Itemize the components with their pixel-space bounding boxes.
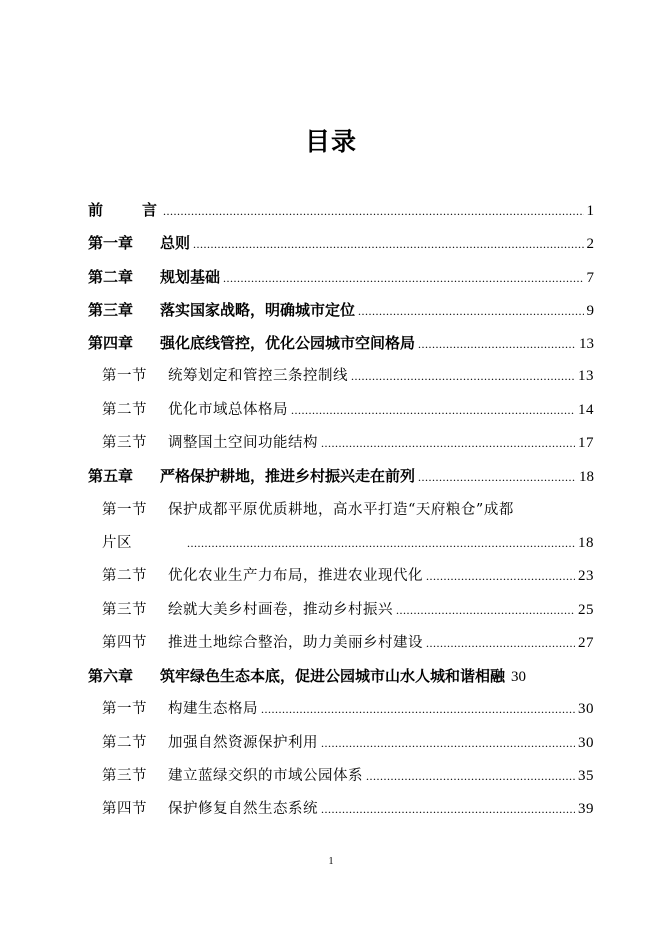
toc-entry-section[interactable] xyxy=(88,427,594,460)
toc-entry-section[interactable] xyxy=(88,793,594,826)
leader-dots xyxy=(418,328,576,360)
leader-dots xyxy=(366,760,575,793)
toc-page-number: 13 xyxy=(579,336,594,353)
toc-entry-section[interactable] xyxy=(88,727,594,760)
toc-label: 第二节 xyxy=(102,401,147,418)
toc-title: 调整国土空间功能结构 xyxy=(168,435,318,452)
toc-label: 第一章 xyxy=(88,234,134,253)
leader-dots xyxy=(163,195,584,227)
toc-title: 严格保护耕地，推进乡村振兴走在前列 xyxy=(160,467,416,486)
toc-label: 第二节 xyxy=(102,568,147,585)
toc-entry-section[interactable] xyxy=(88,594,594,627)
page-footer-number: 1 xyxy=(328,856,334,867)
toc-label: 第四节 xyxy=(102,801,147,818)
toc-page-number: 18 xyxy=(578,534,594,551)
toc-page-number: 30 xyxy=(578,734,594,751)
toc-label: 第六章 xyxy=(88,667,134,686)
toc-entry-chapter-1[interactable] xyxy=(88,227,594,260)
toc-title: 优化市域总体格局 xyxy=(168,401,288,418)
toc-entry-preface[interactable] xyxy=(88,194,594,227)
leader-dots xyxy=(358,295,583,327)
leader-dots xyxy=(396,594,575,627)
toc-label: 第一节 xyxy=(102,501,147,518)
toc-label: 第三节 xyxy=(102,601,147,618)
toc-entry-section[interactable] xyxy=(88,494,594,527)
leader-dots xyxy=(321,427,575,460)
toc-page-number: 1 xyxy=(586,203,594,219)
toc-entry-section[interactable] xyxy=(88,560,594,593)
toc-entry-section[interactable] xyxy=(88,360,594,393)
toc-title: 推进土地综合整治，助力美丽乡村建设 xyxy=(168,634,423,651)
toc-entry-section[interactable] xyxy=(88,627,594,660)
toc-label: 第三章 xyxy=(88,300,134,319)
leader-dots xyxy=(321,727,575,760)
leader-dots xyxy=(261,693,575,726)
toc-label: 片区 xyxy=(102,534,132,551)
toc-title: 绘就大美乡村画卷，推动乡村振兴 xyxy=(168,601,393,618)
toc-label: 第四节 xyxy=(102,634,147,651)
toc-page-number: 2 xyxy=(586,236,594,253)
toc-page-number: 17 xyxy=(578,435,594,452)
toc-label: 第一节 xyxy=(102,368,147,385)
toc-entry-section[interactable] xyxy=(88,394,594,427)
toc-entry-chapter-4[interactable] xyxy=(88,327,594,360)
toc-entry-chapter-3[interactable] xyxy=(88,294,594,327)
toc-page-number: 18 xyxy=(579,469,594,486)
toc-page-number: 25 xyxy=(578,601,594,618)
toc-title: 保护修复自然生态系统 xyxy=(168,801,318,818)
toc-entry-continuation[interactable] xyxy=(88,527,594,560)
leader-dots xyxy=(426,560,575,593)
toc-label: 第三节 xyxy=(102,768,147,785)
toc-label: 第五章 xyxy=(88,467,134,486)
toc-title: 总则 xyxy=(160,234,191,253)
toc-page-number: 35 xyxy=(578,768,594,785)
toc-label: 第四章 xyxy=(88,334,134,353)
leader-dots xyxy=(351,360,575,393)
toc-title: 强化底线管控，优化公园城市空间格局 xyxy=(160,334,416,353)
leader-dots xyxy=(187,527,575,560)
toc-entry-chapter-5[interactable] xyxy=(88,460,594,493)
toc-label: 前 言 xyxy=(88,201,170,219)
toc-entry-chapter-2[interactable] xyxy=(88,261,594,294)
toc-entry-section[interactable] xyxy=(88,693,594,726)
toc-title: 筑牢绿色生态本底，促进公园城市山水人城和谐相融 xyxy=(160,667,506,686)
toc-title: 加强自然资源保护利用 xyxy=(168,734,318,751)
toc-label: 第二章 xyxy=(88,267,134,286)
toc-title: 落实国家战略，明确城市定位 xyxy=(160,300,356,319)
toc-page-number: 14 xyxy=(578,401,594,418)
leader-dots xyxy=(426,627,575,660)
toc-entry-chapter-6[interactable] xyxy=(88,660,594,693)
toc-title: 保护成都平原优质耕地，高水平打造“天府粮仓”成都 xyxy=(168,501,514,518)
leader-dots xyxy=(418,461,576,493)
toc-page-number: 30 xyxy=(578,701,594,718)
leader-dots xyxy=(223,262,583,294)
toc-page-number: 27 xyxy=(578,634,594,651)
toc-page-number: 39 xyxy=(578,801,594,818)
toc-title: 统筹划定和管控三条控制线 xyxy=(168,368,348,385)
toc-label: 第三节 xyxy=(102,435,147,452)
toc-title: 建立蓝绿交织的市域公园体系 xyxy=(168,768,363,785)
toc-page-number: 7 xyxy=(586,269,594,286)
toc-page-number: 30 xyxy=(511,669,527,686)
toc-page-number: 13 xyxy=(578,368,594,385)
page-title: 目录 xyxy=(304,127,357,156)
toc-title: 优化农业生产力布局，推进农业现代化 xyxy=(168,568,423,585)
toc-page-number: 9 xyxy=(586,302,594,319)
leader-dots xyxy=(321,793,575,826)
toc-page-number: 23 xyxy=(578,568,594,585)
toc-label: 第二节 xyxy=(102,734,147,751)
toc-entry-section[interactable] xyxy=(88,760,594,793)
leader-dots xyxy=(291,394,575,427)
toc-title: 规划基础 xyxy=(160,267,221,286)
leader-dots xyxy=(193,228,583,260)
toc-label: 第一节 xyxy=(102,701,147,718)
toc-title: 构建生态格局 xyxy=(168,701,258,718)
table-of-contents xyxy=(88,194,594,827)
